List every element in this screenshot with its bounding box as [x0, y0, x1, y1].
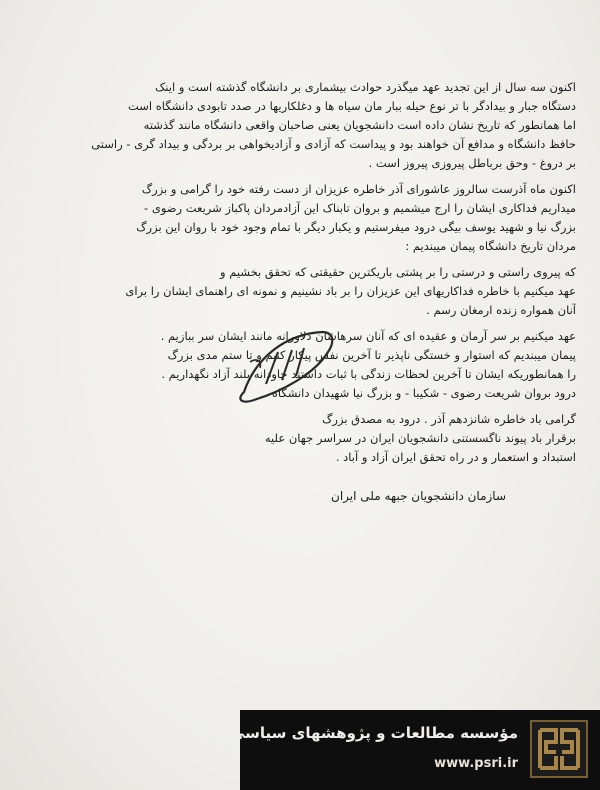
handwritten-stamp-mark-icon — [226, 322, 342, 412]
text-line: عهد میکنیم بر سر آرمان و عقیده ای که آنان سرهاشان دلاورانه مانند ایشان سر ببازیم . — [160, 329, 576, 343]
text-line: مردان تاریخ دانشگاه پیمان میبندیم : — [405, 239, 576, 253]
institute-name: مؤسسه مطالعات و پژوهشهای سیاسی — [229, 724, 518, 742]
text-line: میداریم فداکاری ایشان را ارج میشمیم و بروان تابناک این آزادمردان پاکباز شریعت رضوی - — [144, 201, 576, 215]
text-line: آنان همواره زنده ارمغان رسم . — [426, 303, 576, 317]
institute-url[interactable]: www.psri.ir — [434, 756, 518, 771]
text-line: برقرار باد پیوند ناگسستنی دانشجویان ایران در سراسر جهان علیه — [264, 431, 576, 445]
signature-line: سازمان دانشجویان جبهه ملی ایران — [331, 489, 506, 503]
paragraph-5 — [26, 410, 576, 467]
psri-knot-logo-icon — [530, 720, 588, 778]
text-line: حافظ دانشگاه و مدافع آن خواهند بود و پیداست که آزادی و آزادیخواهی بر بردگی و بیداد گری - راستی — [91, 137, 576, 151]
text-line: دستگاه جبار و بیدادگر با تر نوع حیله ببار مان سیاه ها و دغلکاریها در صدد تابودی دانشگاه است — [127, 99, 576, 113]
paragraph-3 — [26, 263, 576, 320]
watermark-banner — [229, 710, 600, 790]
text-line: گرامی باد خاطره شانزدهم آذر . درود به مصدق بزرگ — [322, 412, 576, 426]
text-line: اما همانطور که تاریخ نشان داده است دانشجویان یعنی صاحبان واقعی دانشگاه مانند گذشته — [143, 118, 576, 132]
text-line: پیمان میبندیم که استوار و خستگی ناپذیر تا آخرین نفس پیکار کنیم و تا ستم مدی بزرگ — [167, 348, 576, 362]
document-body — [26, 78, 576, 503]
text-line: را همانطوریکه ایشان تا آخرین لحظات زندگی با ثبات داشتند جاودانه بلند آزاد نگهداریم . — [161, 367, 576, 381]
text-line: بزرگ نیا و شهید یوسف بیگی درود میفرستیم و یکبار دیگر با تمام وجود خود با روان این بزرگ — [136, 220, 576, 234]
text-line: درود بروان شریعت رضوی - شکیبا - و بزرگ نیا شهیدان دانشگاه . — [264, 386, 576, 400]
text-line: اکنون سه سال از این تجدید عهد میگذرد حوادث بیشماری بر دانشگاه گذشته است و اینک — [155, 80, 576, 94]
text-line: عهد میکنیم با خاطره فداکاریهای این عزیزان را بر باد نشینیم و نمونه ای راهنمای ایشان را برای — [125, 284, 576, 298]
text-line: اکنون ماه آذرست سالروز عاشورای آذر خاطره عزیزان از دست رفته خود را گرامی و بزرگ — [141, 182, 576, 196]
text-line: که پیروی راستی و درستی را بر پشتی باریکترین حقیقتی که تحقق بخشیم و — [220, 265, 576, 279]
text-line: استبداد و استعمار و در راه تحقق ایران آزاد و آباد . — [335, 450, 576, 464]
paragraph-1 — [26, 78, 576, 173]
paragraph-2 — [26, 180, 576, 256]
text-line: بر دروغ - وحق برباطل پیروزی پیروز است . — [368, 156, 576, 170]
